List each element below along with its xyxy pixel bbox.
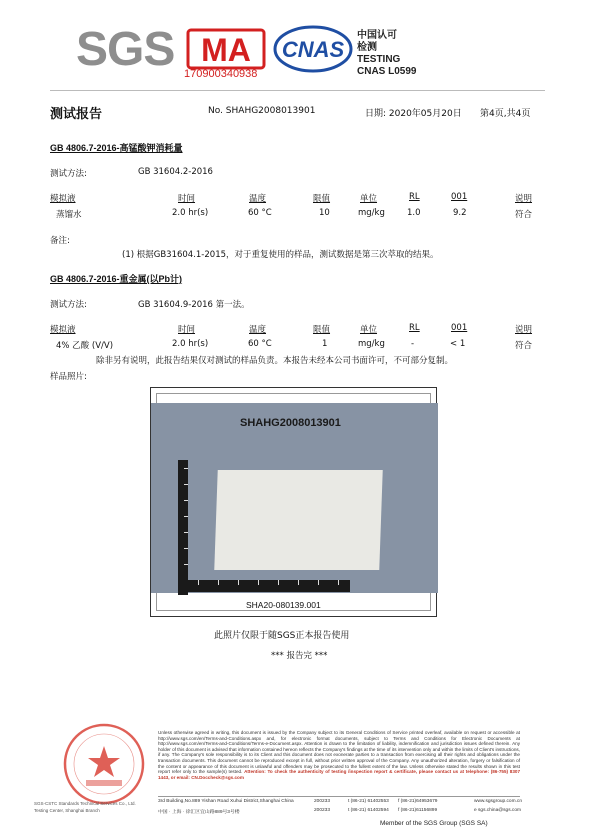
s2-cell-result: 符合 xyxy=(515,341,533,351)
report-date: 日期: 2020年05月20日 xyxy=(365,109,462,119)
s2-col-limit: 限值 xyxy=(313,325,331,335)
lab-name xyxy=(34,800,136,814)
s2-col-time: 时间 xyxy=(178,325,196,335)
s1-cell-unit: mg/kg xyxy=(358,208,385,218)
ruler-horizontal xyxy=(178,580,350,592)
s1-col-rl: RL xyxy=(409,192,420,202)
report-end: *** 报告完 *** xyxy=(271,651,328,661)
s2-col-001: 001 xyxy=(451,323,468,333)
report-number: No. SHAHG2008013901 xyxy=(208,106,316,116)
sgs-member: Member of the SGS Group (SGS SA) xyxy=(380,820,488,827)
s1-cell-temp: 60 °C xyxy=(248,208,272,218)
cnas-testing: TESTING xyxy=(357,54,401,65)
s2-col-rl: RL xyxy=(409,323,420,333)
cnas-code: CNAS L0599 xyxy=(357,66,417,77)
photo-caption: 此照片仅限于随SGS正本报告使用 xyxy=(214,631,350,641)
lab-name-line1: SGS-CSTC Standards Technical Services Co., Ltd. xyxy=(34,801,136,806)
lab-name-line2: Testing Center, Shanghai Branch xyxy=(34,808,100,813)
email: e sgs.china@sgs.com xyxy=(474,808,521,813)
s2-cell-unit: mg/kg xyxy=(358,339,385,349)
header-divider xyxy=(50,90,545,91)
footer-divider xyxy=(158,796,520,797)
authenticity-attention: Attention: To check the authenticity of testing /inspection report & certificate, please contact us at telephone: (86-755) 8307 1443, or email: CN.Doccheck@sgs.com xyxy=(158,769,520,780)
cnas-cn-line2: 检测 xyxy=(357,42,377,53)
ma-logo-text: MA xyxy=(201,32,251,68)
s1-col-note: 说明 xyxy=(515,194,533,204)
photo-label: 样品照片: xyxy=(50,372,87,382)
section1-method-value: GB 31604.2-2016 xyxy=(138,167,213,177)
s1-cell-rl: 1.0 xyxy=(407,208,421,218)
s1-col-unit: 单位 xyxy=(360,194,378,204)
remark-label: 备注: xyxy=(50,236,70,246)
photo-sample-label: SHAHG2008013901 xyxy=(240,417,341,429)
ma-number: 170900340938 xyxy=(184,68,258,80)
s2-col-temp: 温度 xyxy=(249,325,267,335)
postcode-cn: 200233 xyxy=(314,808,331,813)
sample-paper xyxy=(214,470,382,570)
address-en: 3rd Building,No.889 Yishan Road Xuhui District,Shanghai China xyxy=(158,799,294,804)
s2-cell-medium: 4% 乙酸 (V/V) xyxy=(56,341,114,351)
section1-method-label: 测试方法: xyxy=(50,169,87,179)
liability-statement: 除非另有说明，此报告结果仅对测试的样品负责。本报告未经本公司书面许可，不可部分复制。 xyxy=(96,356,454,366)
cnas-accreditation-text xyxy=(357,30,416,78)
s2-col-medium: 模拟液 xyxy=(50,325,76,335)
report-title: 测试报告 xyxy=(50,107,103,122)
s1-col-001: 001 xyxy=(451,192,468,202)
section1-title: GB 4806.7-2016-高锰酸钾消耗量 xyxy=(50,143,183,153)
postcode-en: 200233 xyxy=(314,799,331,804)
sgs-logo: SGS xyxy=(76,23,175,76)
photo-id: SHA20-080139.001 xyxy=(246,600,321,610)
cnas-logo-text: CNAS xyxy=(281,37,345,62)
s2-cell-limit: 1 xyxy=(322,339,328,349)
s1-col-medium: 模拟液 xyxy=(50,194,76,204)
s2-cell-001: < 1 xyxy=(450,339,466,349)
s1-cell-limit: 10 xyxy=(319,208,330,218)
s1-cell-medium: 蒸馏水 xyxy=(56,210,82,220)
section2-method-label: 测试方法: xyxy=(50,300,87,310)
section2-method-value: GB 31604.9-2016 第一法。 xyxy=(138,300,250,310)
s1-cell-result: 符合 xyxy=(515,210,533,220)
cnas-cn-line1: 中国认可 xyxy=(357,30,397,41)
website: www.sgsgroup.com.cn xyxy=(474,799,522,804)
s1-col-temp: 温度 xyxy=(249,194,267,204)
s1-col-time: 时间 xyxy=(178,194,196,204)
terms-text xyxy=(158,730,520,780)
address-cn: 中国 · 上海 · 徐汇区宜山路889号3号楼 xyxy=(158,810,240,815)
s2-cell-rl: - xyxy=(411,339,415,349)
s2-col-note: 说明 xyxy=(515,325,533,335)
tel-cn: t (86-21) 61402594 xyxy=(348,808,389,813)
s1-cell-time: 2.0 hr(s) xyxy=(172,208,209,218)
terms-body: Unless otherwise agreed in writing, this document is issued by the Company subject to its General Conditions of Service printed overleaf, available on request or accessible at http://www.sgs.com/en/Terms-and-Conditions.aspx and, for electronic format documents, subject to Terms and Conditions for Electronic Documents at http://www.sgs.com/en/Terms-and-Conditions/Terms-e-Document.aspx. Attention is drawn to the limitation of liability, indemnification and jurisdiction issues defined therein. Any holder of this document is advised that information contained hereon reflects the Company's findings at the time of its intervention only and within the limits of Client's instructions, if any. The Company's sole responsibility is to its Client and this document does not exonerate parties to a transaction from exercising all their rights and obligations under the transaction documents. This document cannot be reproduced except in full, without prior written approval of the Company. Any unauthorized alteration, forgery or falsification of the content or appearance of this document is unlawful and offenders may be prosecuted to the fullest extent of the law. Unless otherwise stated the results shown in this test report refer only to the sample(s) tested. xyxy=(158,730,520,775)
s1-col-limit: 限值 xyxy=(313,194,331,204)
fax-en: f (86-21)64953679 xyxy=(398,799,438,804)
s2-col-unit: 单位 xyxy=(360,325,378,335)
company-seal-icon xyxy=(62,722,146,806)
s1-cell-001: 9.2 xyxy=(453,208,467,218)
remark-text: (1) 根据GB31604.1-2015，对于重复使用的样品，测试数据是第三次萃取的结果。 xyxy=(122,250,439,260)
tel-en: t (86-21) 61402553 xyxy=(348,799,389,804)
fax-cn: f (86-21)61156899 xyxy=(398,808,438,813)
ma-logo xyxy=(186,28,266,70)
cnas-logo xyxy=(272,24,354,74)
page-number: 第4页,共4页 xyxy=(480,109,531,119)
s2-cell-temp: 60 °C xyxy=(248,339,272,349)
s2-cell-time: 2.0 hr(s) xyxy=(172,339,209,349)
ruler-vertical xyxy=(178,460,188,595)
section2-title: GB 4806.7-2016-重金属(以Pb计) xyxy=(50,274,183,284)
